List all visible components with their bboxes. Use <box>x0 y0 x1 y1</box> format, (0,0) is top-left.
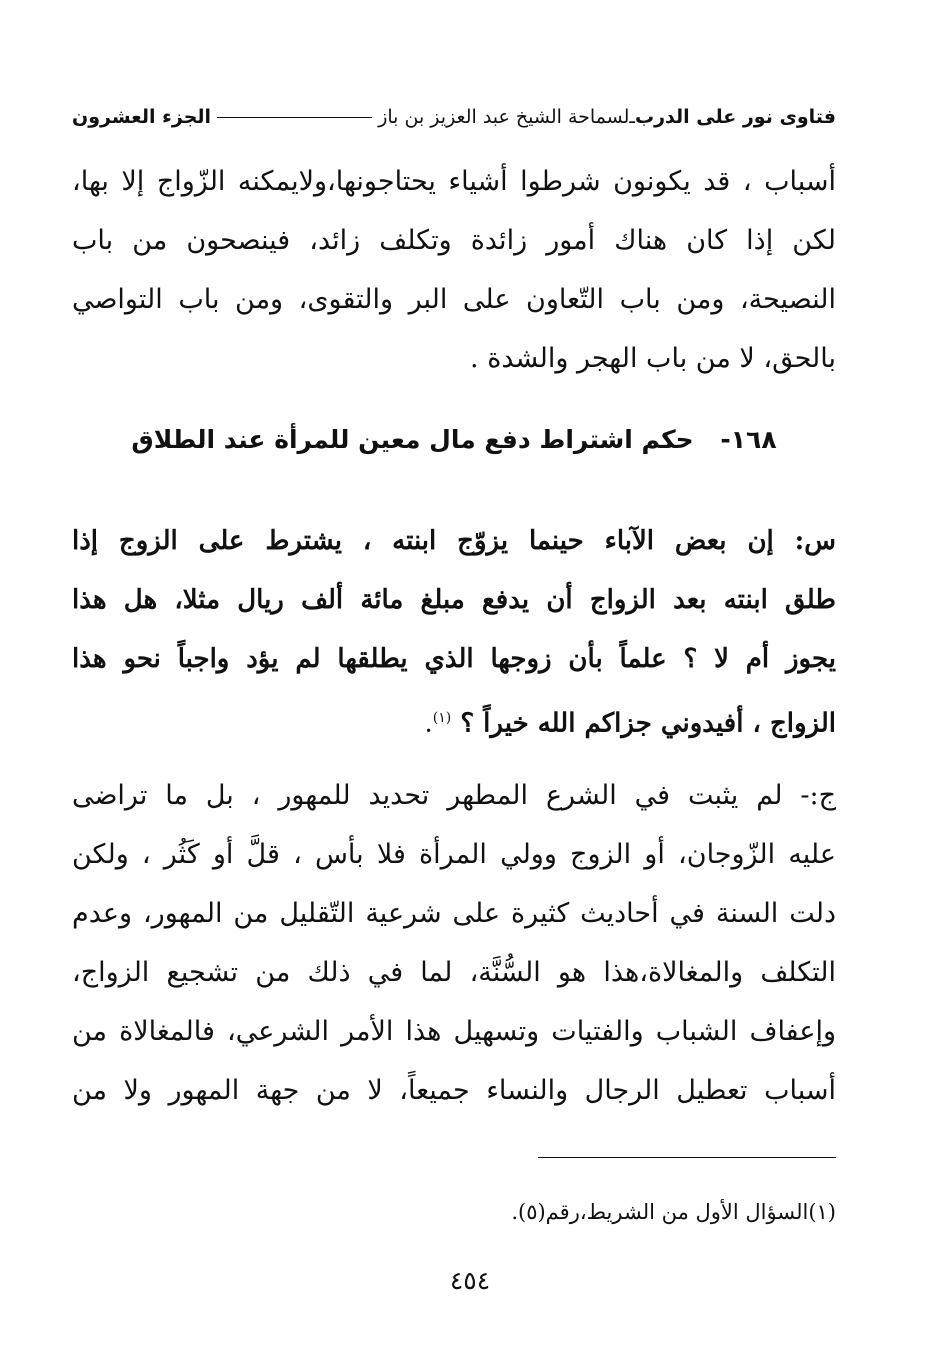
header-separator: ـ <box>629 106 635 128</box>
text-line: س: إن بعض الآباء حينما يزوّج ابنته ، يشترط على الزوج إذا <box>72 526 836 556</box>
text-line: النصيحة، ومن باب التّعاون على البر والتقوى، ومن باب التواصي <box>72 284 836 315</box>
page-number: ٤٥٤ <box>449 1266 491 1295</box>
author-name: لسماحة الشيخ عبد العزيز بن باز <box>378 106 630 128</box>
text-line: طلق ابنته بعد الزواج أن يدفع مبلغ مائة ألف ريال مثلا، هل هذا <box>72 585 836 615</box>
question-end-mark: . <box>424 708 433 739</box>
text-line: أسباب تعطيل الرجال والنساء جميعاً، لا من جهة المهور ولا من <box>72 1075 836 1106</box>
text-line: وإعفاف الشباب والفتيات وتسهيل هذا الأمر الشرعي، فالمغالاة من <box>72 1016 836 1047</box>
text-line: ج:- لم يثبت في الشرع المطهر تحديد للمهور ، بل ما تراضى <box>72 780 836 811</box>
running-header <box>72 100 836 134</box>
section-number: ١٦٨- <box>720 425 777 454</box>
book-title: فتاوى نور على الدرب <box>635 106 836 128</box>
question-paragraph <box>72 512 836 754</box>
footnote: (١)السؤال الأول من الشريط،رقم(٥). <box>511 1200 836 1224</box>
text-line: لكن إذا كان هناك أمور زائدة وتكلف زائد، فينصحون من باب <box>72 225 836 256</box>
text-line: دلت السنة في أحاديث كثيرة على شرعية التّقليل من المهور، وعدم <box>72 898 836 929</box>
footnote-reference[interactable]: (١) <box>432 710 452 726</box>
text-line: التكلف والمغالاة،هذا هو السُّنَّة، لما في ذلك من تشجيع الزواج، <box>72 957 836 988</box>
answer-paragraph <box>72 766 836 1120</box>
section-heading <box>72 425 836 454</box>
intro-paragraph <box>72 152 836 388</box>
question-end-text: الزواج ، أفيدوني جزاكم الله خيراً ؟ <box>460 708 836 739</box>
header-rule <box>217 117 372 118</box>
text-line <box>72 689 836 754</box>
text-line: يجوز أم لا ؟ علماً بأن زوجها الذي يطلقها لم يؤد واجباً نحو هذا <box>72 644 836 674</box>
section-title: حكم اشتراط دفع مال معين للمرأة عند الطلاق <box>131 425 694 454</box>
footnote-rule <box>538 1157 836 1158</box>
text-line: بالحق، لا من باب الهجر والشدة . <box>470 343 836 374</box>
text-line: عليه الزّوجان، أو الزوج وولي المرأة فلا بأس ، قلَّ أو كَثُر ، ولكن <box>72 839 836 870</box>
volume-label: الجزء العشرون <box>72 106 212 128</box>
text-line: أسباب ، قد يكونون شرطوا أشياء يحتاجونها،ولايمكنه الزّواج إلا بها، <box>72 166 836 197</box>
